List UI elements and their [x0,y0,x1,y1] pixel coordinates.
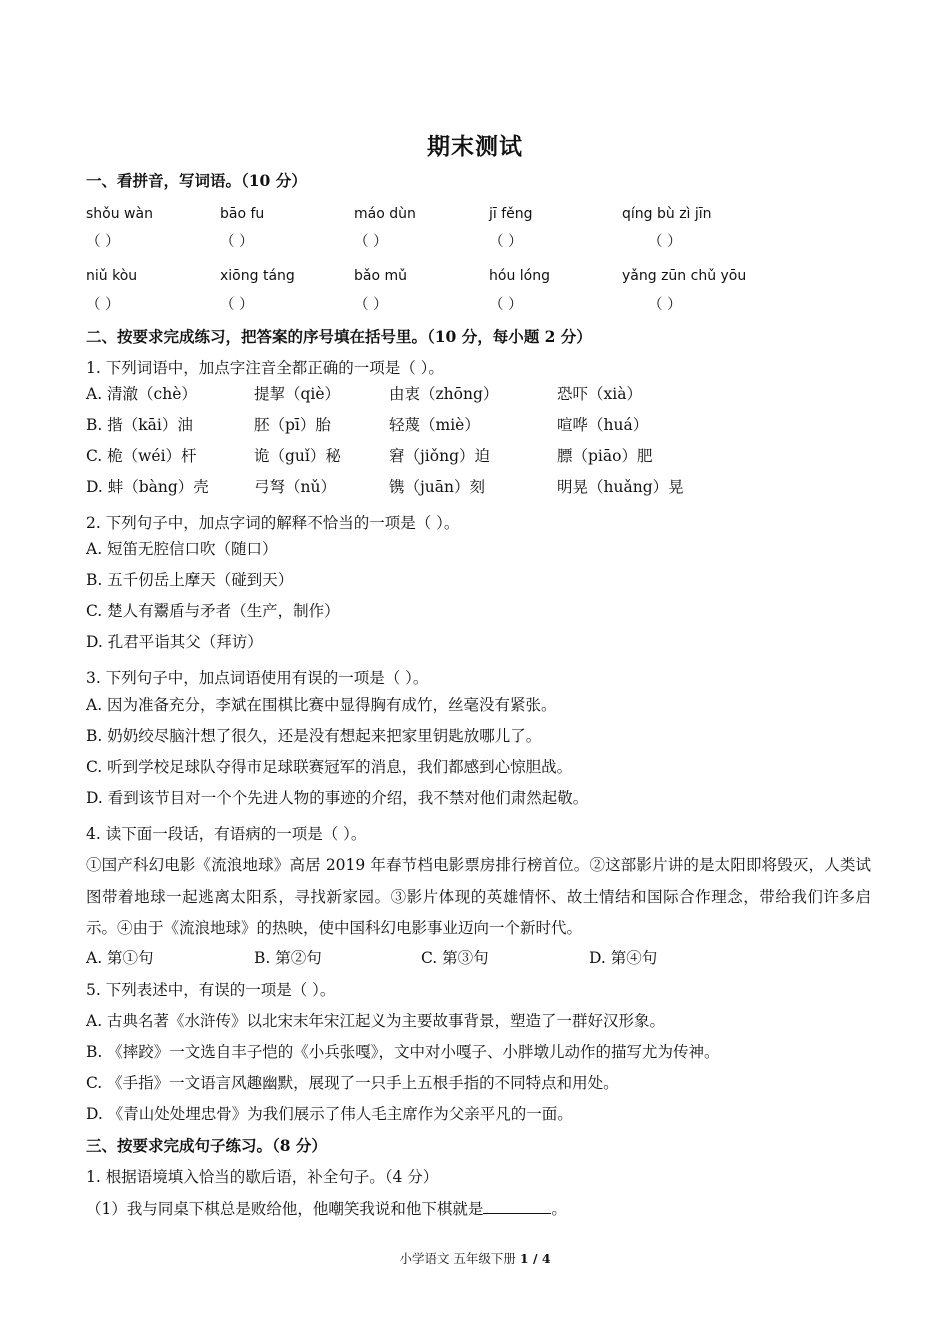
pinyin-7: xiōng táng [220,268,295,284]
answer-blank[interactable]: （ ） [86,297,120,313]
question-2-stem: 2. 下列句子中，加点字词的解释不恰当的一项是（ ）。 [86,514,460,532]
q2-option-a: A. 短笛无腔信口吹（随口） [86,540,278,558]
page-title: 期末测试 [427,133,523,160]
q1-option-d-1: D. 蚌（bàng）壳 [86,478,209,496]
q1-option-a-1: A. 清澈（chè） [86,385,197,403]
fill-blank[interactable] [483,1198,551,1214]
pinyin-9: hóu lóng [489,268,550,284]
q1-option-d-4: 明晃（huǎng）晃 [557,478,684,496]
q1-option-b-1: B. 揩（kāi）油 [86,416,193,434]
q1-option-a-2: 提挈（qiè） [254,385,341,403]
q5-option-c: C. 《手指》一文语言风趣幽默，展现了一只手上五根手指的不同特点和用处。 [86,1074,619,1092]
q4-option-b: B. 第②句 [254,949,322,967]
q3-option-c: C. 听到学校足球队夺得市足球联赛冠军的消息，我们都感到心惊胆战。 [86,758,573,776]
q1-option-c-2: 诡（guǐ）秘 [254,447,341,465]
pinyin-8: bǎo mǔ [354,268,407,284]
question-5-stem: 5. 下列表述中，有误的一项是（ ）。 [86,981,336,999]
answer-blank[interactable]: （ ） [648,234,682,250]
page-footer [0,1249,950,1267]
answer-blank[interactable]: （ ） [354,297,388,313]
pinyin-5: qíng bù zì jīn [622,206,712,222]
q1-option-b-4: 喧哗（huá） [557,416,649,434]
q4-option-d: D. 第④句 [589,949,658,967]
q2-option-d: D. 孔君平诣其父（拜访） [86,633,263,651]
pinyin-4: jī fěng [489,206,533,222]
footer-text: 小学语文 五年级下册 [399,1251,520,1266]
section-1-heading: 一、看拼音，写词语。（10 分） [86,171,307,190]
q1-option-c-4: 膘（piāo）肥 [557,447,653,465]
q3-option-b: B. 奶奶绞尽脑汁想了很久，还是没有想起来把家里钥匙放哪儿了。 [86,727,542,745]
q1-option-d-3: 镌（juān）刻 [389,478,486,496]
q5-option-a: A. 古典名著《水浒传》以北宋末年宋江起义为主要故事背景，塑造了一群好汉形象。 [86,1012,666,1030]
question-1-stem: 1. 下列词语中，加点字注音全都正确的一项是（ ）。 [86,359,444,377]
q5-option-b: B. 《摔跤》一文选自丰子恺的《小兵张嘎》，文中对小嘎子、小胖墩儿动作的描写尤为传神。 [86,1043,720,1061]
pinyin-10: yǎng zūn chǔ yōu [622,268,747,284]
page-number: 1 / 4 [519,1251,551,1266]
q1-option-a-3: 由衷（zhōng） [389,385,499,403]
s3-sub-question-1 [86,1198,567,1219]
answer-blank[interactable]: （ ） [86,234,120,250]
q3-option-a: A. 因为准备充分，李斌在围棋比赛中显得胸有成竹，丝毫没有紧张。 [86,696,557,714]
section-2-heading: 二、按要求完成练习，把答案的序号填在括号里。（10 分，每小题 2 分） [86,327,592,346]
answer-blank[interactable]: （ ） [489,297,523,313]
q1-option-a-4: 恐吓（xià） [557,385,642,403]
q4-option-a: A. 第①句 [86,949,154,967]
q1-option-b-2: 胚（pī）胎 [254,416,331,434]
answer-blank[interactable]: （ ） [354,234,388,250]
question-4-stem: 4. 读下面一段话，有语病的一项是（ ）。 [86,825,367,843]
q2-option-c: C. 楚人有鬻盾与矛者（生产，制作） [86,602,340,620]
answer-blank[interactable]: （ ） [220,297,254,313]
pinyin-3: máo dùn [354,206,416,222]
q1-option-c-1: C. 桅（wéi）杆 [86,447,197,465]
q1-option-d-2: 弓弩（nǔ） [254,478,336,496]
q4-option-c: C. 第③句 [421,949,489,967]
q4-passage: ①国产科幻电影《流浪地球》高居 2019 年春节档电影票房排行榜首位。②这部影片讲的是太阳即将毁灭，人类试图带着地球一起逃离太阳系，寻找新家园。③影片体现的英雄情怀、故土情结和国际合作理念，带给我们许多启示。④由于《流浪地球》的热映，使中国科幻电影事业迈向一个新时代。 [86,856,871,937]
q1-option-b-3: 轻蔑（miè） [389,416,480,434]
answer-blank[interactable]: （ ） [489,234,523,250]
pinyin-1: shǒu wàn [86,206,153,222]
q1-option-c-3: 窘（jiǒng）迫 [389,447,491,465]
q5-option-d: D. 《青山处处埋忠骨》为我们展示了伟人毛主席作为父亲平凡的一面。 [86,1105,573,1123]
s3-sub-1-text: （1）我与同桌下棋总是败给他，他嘲笑我说和他下棋就是 [86,1200,484,1218]
answer-blank[interactable]: （ ） [220,234,254,250]
s3-question-1: 1. 根据语境填入恰当的歇后语，补全句子。（4 分） [86,1168,439,1186]
section-3-heading: 三、按要求完成句子练习。（8 分） [86,1136,327,1155]
s3-sub-1-end: 。 [551,1200,567,1218]
pinyin-6: niǔ kòu [86,268,138,284]
q3-option-d: D. 看到该节目对一个个先进人物的事迹的介绍，我不禁对他们肃然起敬。 [86,789,589,807]
pinyin-2: bāo fu [220,206,265,222]
question-3-stem: 3. 下列句子中，加点词语使用有误的一项是（ ）。 [86,669,429,687]
q2-option-b: B. 五千仞岳上摩天（碰到天） [86,571,294,589]
answer-blank[interactable]: （ ） [648,297,682,313]
